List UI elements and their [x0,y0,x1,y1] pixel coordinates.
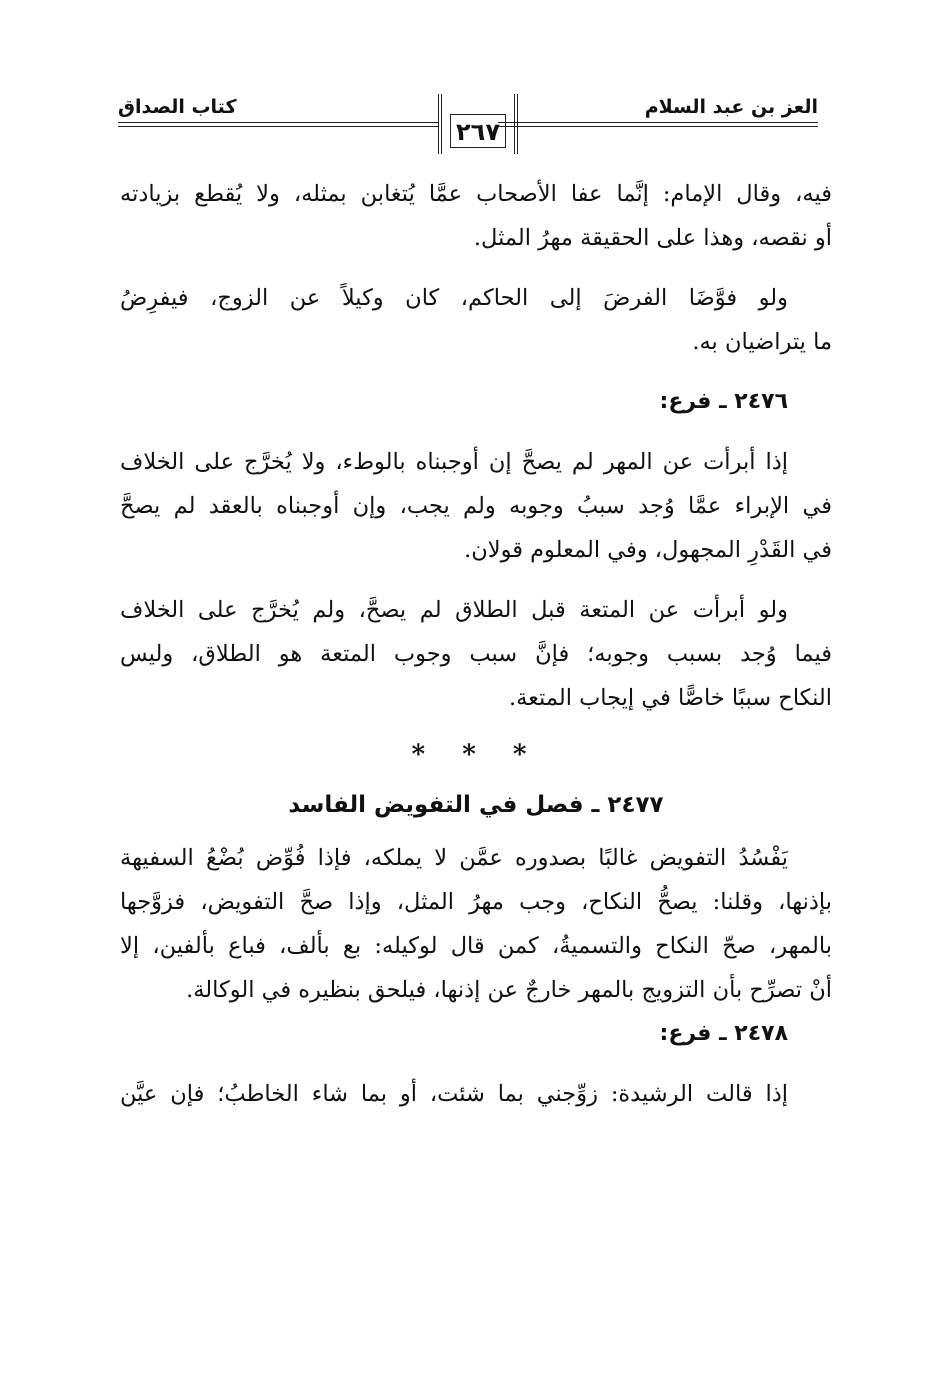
branch-heading: ٢٤٧٨ ـ فرع: [659,1021,788,1046]
text-line: فيه، وقال الإمام: إنَّما عفا الأصحاب عمَّا يُتغابن بمثله، ولا يُقطع بزيادته [120,181,832,207]
text-line: ولو أبرأت عن المتعة قبل الطلاق لم يصحَّ، ولم يُخرَّج على الخلاف [120,597,788,623]
section-heading: ٢٤٧٧ ـ فصل في التفويض الفاسد [288,792,664,818]
text-line: فيما وُجد بسبب وجوبه؛ فإنَّ سبب وجوب المتعة هو الطلاق، وليس [120,641,832,667]
text-line: إذا أبرأت عن المهر لم يصحَّ إن أوجبناه بالوطء، ولا يُخرَّج على الخلاف [120,449,788,475]
paragraph [120,836,832,1012]
paragraph [120,440,832,572]
text-line: أنْ تصرِّح بأن التزويج بالمهر خارجٌ عن إذنها، فيلحق بنظيره في الوكالة. [186,977,832,1003]
paragraph [120,588,832,720]
header-rule-right [498,122,818,123]
paragraph [120,276,832,364]
text-line: ولو فوَّضَا الفرضَ إلى الحاكم، كان وكيلاً عن الزوج، فيفرِضُ [120,285,788,311]
text-line: في القَدْرِ المجهول، وفي المعلوم قولان. [464,537,832,563]
section-separator: * * * [411,740,541,770]
page-number-frame [438,94,518,154]
paragraph [120,172,832,260]
text-line: أو نقصه، وهذا على الحقيقة مهرُ المثل. [473,225,832,251]
text-line: ما يتراضيان به. [692,329,832,355]
text-line: بإذنها، وقلنا: يصحُّ النكاح، وجب مهرُ المثل، وإذا صحَّ التفويض، فزوَّجها [120,889,832,915]
header-rule-left [118,122,438,123]
text-line: بالمهر، صحّ النكاح والتسميةُ، كمن قال لوكيله: بع بألف، فباع بألفين، إلا [120,933,832,959]
text-line: النكاح سببًا خاصًّا في إيجاب المتعة. [508,685,832,711]
page-number: ٢٦٧ [456,118,500,146]
running-title-book: كتاب الصداق [118,96,237,118]
branch-heading: ٢٤٧٦ ـ فرع: [659,389,788,414]
text-line: يَفْسُدُ التفويض غالبًا بصدوره عمَّن لا يملكه، فإذا فُوِّض بُضْعُ السفيهة [120,845,788,871]
page-header [118,90,818,160]
running-title-author: العز بن عبد السلام [644,96,818,118]
paragraph [120,1072,832,1116]
text-line: إذا قالت الرشيدة: زوِّجني بما شئت، أو بما شاء الخاطبُ؛ فإن عيَّن [120,1081,788,1107]
page-body [120,172,832,1116]
text-line: في الإبراء عمَّا وُجد سببُ وجوبه ولم يجب، وإن أوجبناه بالعقد لم يصحَّ [120,493,832,519]
